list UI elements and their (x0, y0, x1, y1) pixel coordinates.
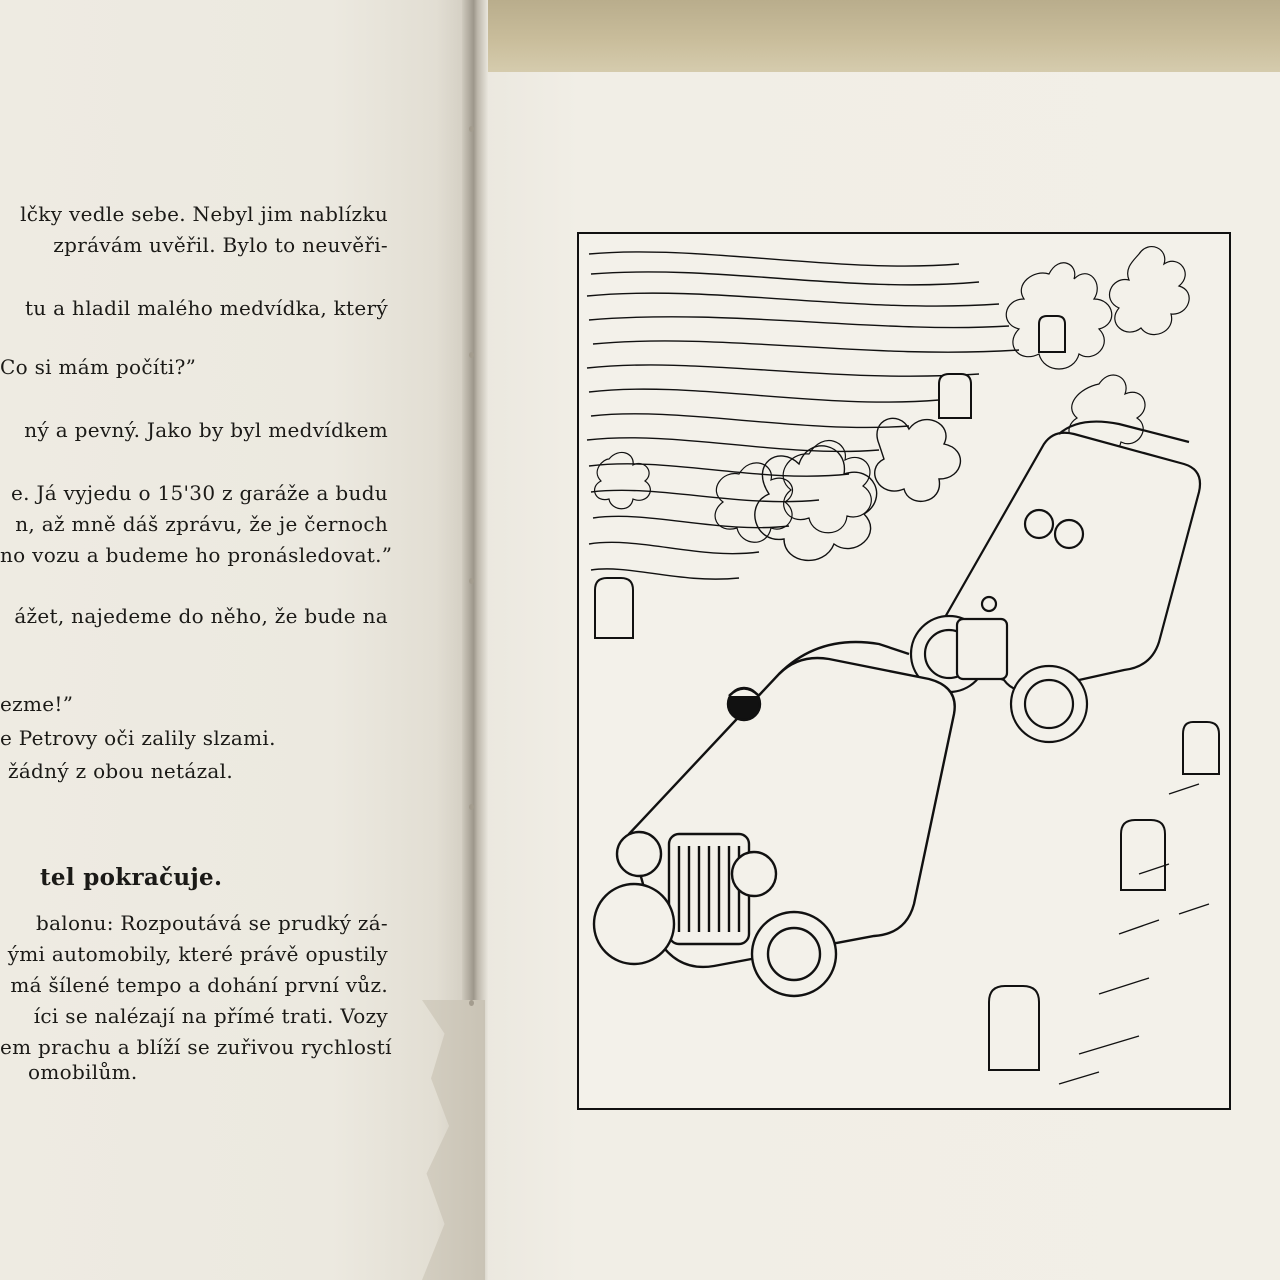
text-line: em prachu a blíží se zuřivou rychlostí (0, 1035, 392, 1059)
text-line: zprávám uvěřil. Bylo to neuvěři- (53, 233, 388, 257)
chapter-heading: tel pokračuje. (40, 864, 223, 891)
text-line: balonu: Rozpoutává se prudký zá- (35, 911, 388, 935)
rear-car (911, 422, 1200, 742)
text-line: no vozu a budeme ho pronásledovat.” (0, 543, 393, 567)
car-chase-illustration (577, 232, 1231, 1110)
text-line: ezme!” (0, 692, 74, 716)
text-line: omobilům. (28, 1060, 138, 1084)
text-line: ný a pevný. Jako by byl medvídkem (24, 418, 388, 442)
front-car (594, 642, 955, 996)
text-line: e. Já vyjedu o 15'30 z garáže a budu (11, 481, 388, 505)
text-line: tu a hladil malého medvídka, který (24, 296, 388, 320)
text-line: n, až mně dáš zprávu, že je černoch (15, 512, 388, 536)
illustration-drawing (579, 234, 1229, 1108)
binding-stitch (469, 1000, 474, 1006)
book-cover-edge (470, 0, 1280, 80)
text-line: ážet, najedeme do něho, že bude na (14, 604, 388, 628)
text-line: íci se nalézají na přímé trati. Vozy (33, 1004, 388, 1028)
text-line: lčky vedle sebe. Nebyl jim nablízku (20, 202, 388, 226)
text-line: má šílené tempo a dohání první vůz. (10, 973, 388, 997)
text-line: žádný z obou netázal. (8, 759, 234, 783)
text-line: e Petrovy oči zalily slzami. (0, 726, 276, 750)
binding-stitch (469, 578, 474, 584)
binding-stitch (469, 126, 474, 132)
text-line: Co si mám počíti?” (0, 355, 197, 379)
binding-stitch (469, 804, 474, 810)
text-line: ými automobily, které právě opustily (7, 942, 388, 966)
dust-clouds (755, 418, 961, 560)
left-page (0, 0, 474, 1280)
binding-stitch (469, 352, 474, 358)
